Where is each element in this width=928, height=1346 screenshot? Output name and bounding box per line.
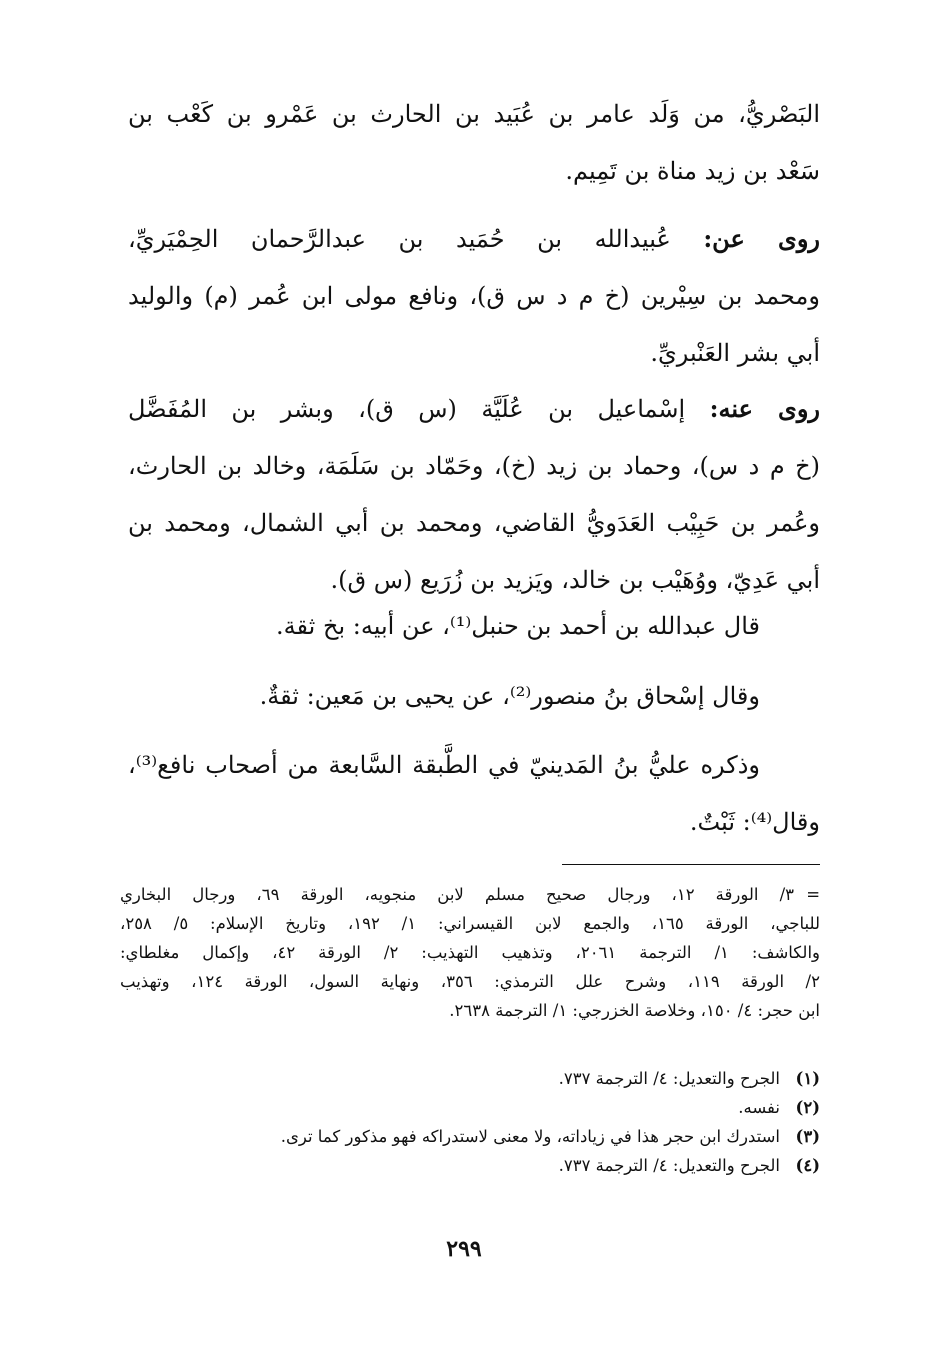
footnote-line: والكاشف: ١/ الترجمة ٢٠٦١، وتذهيب التهذيب: ٢/ الورقة ٤٢، وإكمال مغلطاي:	[120, 943, 820, 962]
text-segment: إسْماعيل بن عُلَيَّة (س ق)، وبشر بن المُفَضَّل	[128, 395, 710, 423]
text-line	[128, 380, 820, 438]
continuation-marker: =	[806, 885, 821, 904]
footnote-line: للباجي، الورقة ١٦٥، والجمع لابن القيسراني: ١/ ١٩٢، وتاريخ الإسلام: ٥/ ٢٥٨،	[120, 914, 820, 933]
text-line: قال عبدالله بن أحمد بن حنبل⁽¹⁾، عن أبيه: بخ ثقة.	[276, 612, 760, 640]
text-line: (خ م د س)، وحماد بن زيد (خ)، وحَمّاد بن سَلَمَة، وخالد بن الحارث،	[128, 452, 821, 480]
paragraph-narrated-from	[128, 210, 820, 382]
footnote-number: (١)	[795, 1069, 820, 1088]
footnote-item	[120, 1122, 820, 1151]
footnote-line: ابن حجر: ٤/ ١٥٠، وخلاصة الخزرجي: ١/ الترجمة ٢٦٣٨.	[449, 1001, 820, 1020]
paragraph-ibn-madini	[128, 737, 820, 851]
text-line: ومحمد بن سِيْرين (خ م د س ق)، ونافع مولى ابن عُمر (م) والوليد	[128, 282, 820, 310]
footnote-number: (٤)	[795, 1156, 820, 1175]
section-lead: روى عن:	[703, 224, 820, 253]
footnotes-list	[120, 1064, 820, 1180]
paragraph-ibn-hanbal	[128, 598, 820, 655]
text-line: البَصْريُّ، من وَلَد عامر بن عُبَيد بن الحارث بن عَمْرو بن كَعْب بن	[128, 100, 820, 128]
footnote-number: (٣)	[795, 1127, 820, 1146]
text-line: وقال⁽⁴⁾: ثَبْتٌ.	[689, 808, 820, 836]
text-line: أبي عَدِيّ، ووُهَيْب بن خالد، ويَزيد بن زُرَيع (س ق).	[330, 566, 820, 594]
text-line: وذكره عليُّ بنُ المَدينيّ في الطَّبقة السَّابعة من أصحاب نافع⁽³⁾،	[128, 751, 761, 779]
text-segment: ٣/ الورقة ١٢، ورجال صحيح مسلم لابن منجويه، الورقة ٦٩، ورجال البخاري	[120, 885, 795, 904]
footnote-line	[120, 880, 820, 909]
footnote-item	[120, 1151, 820, 1180]
page-number: ٢٩٩	[446, 1236, 482, 1262]
text-line	[128, 210, 820, 268]
paragraph-narrated-by	[128, 380, 820, 609]
footnote-line: ٢/ الورقة ١١٩، وشرح علل الترمذي: ٣٥٦، ونهاية السول، الورقة ١٢٤، وتهذيب	[120, 972, 820, 991]
text-segment: عُبيدالله بن حُمَيد بن عبدالرَّحمان الحِمْيَريِّ،	[128, 225, 704, 253]
footnote-item	[120, 1093, 820, 1122]
footnote-text: استدرك ابن حجر هذا في زياداته، ولا معنى لاستدراكه فهو مذكور كما ترى.	[280, 1127, 780, 1146]
footnote-text: الجرح والتعديل: ٤/ الترجمة ٧٣٧.	[558, 1069, 780, 1088]
footnote-number: (٢)	[795, 1098, 820, 1117]
text-line: وقال إسْحاق بنُ منصور⁽²⁾، عن يحيى بن مَعين: ثقةٌ.	[259, 682, 760, 710]
footnote-item	[120, 1064, 820, 1093]
footnote-continuation	[120, 880, 820, 1025]
footnote-separator	[562, 864, 820, 865]
footnote-text: الجرح والتعديل: ٤/ الترجمة ٧٣٧.	[558, 1156, 780, 1175]
text-line: سَعْد بن زيد مناة بن تَمِيم.	[565, 157, 820, 185]
text-line: وعُمر بن حَبِيْب العَدَويُّ القاضي، ومحمد بن أبي الشمال، ومحمد بن	[128, 509, 821, 537]
footnote-text: نفسه.	[738, 1098, 780, 1117]
text-line: أبي بشر العَنْبريِّ.	[650, 339, 820, 367]
paragraph-lineage	[128, 86, 820, 200]
paragraph-ibn-mansur	[128, 668, 820, 725]
section-lead: روى عنه:	[709, 394, 821, 423]
